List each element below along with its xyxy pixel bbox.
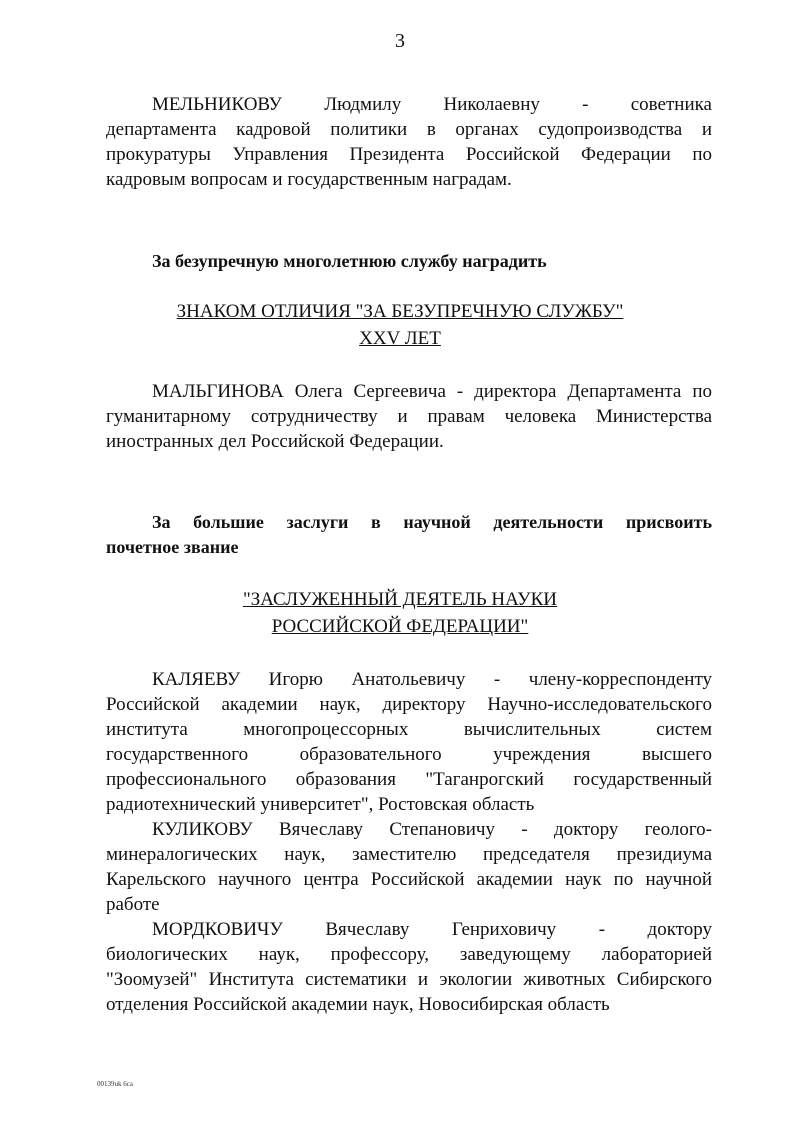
text-line: отделения Российской академии наук, Новосибирская область	[106, 994, 610, 1015]
text-line: работе	[106, 894, 160, 915]
paragraph-nominees-science	[106, 667, 712, 1017]
text-line: государственного образовательного учреждения высшего	[106, 744, 712, 765]
award-title-line: РОССИЙСКОЙ ФЕДЕРАЦИИ"	[271, 616, 529, 637]
paragraph-malginov	[106, 379, 712, 454]
paragraph-melnikova	[106, 92, 712, 192]
award-title-line: ЗНАКОМ ОТЛИЧИЯ "ЗА БЕЗУПРЕЧНУЮ СЛУЖБУ"	[176, 301, 624, 322]
text-line: МАЛЬГИНОВА Олега Сергеевича - директора Департамента по	[152, 381, 712, 402]
section-heading-service: За безупречную многолетнюю службу наградить	[152, 251, 547, 271]
text-line: КАЛЯЕВУ Игорю Анатольевичу - члену-корреспонденту	[152, 669, 712, 690]
award-title-line: XXV ЛЕТ	[359, 328, 441, 349]
text-line: "Зоомузей" Института систематики и экологии животных Сибирского	[106, 969, 712, 990]
heading-line: За большие заслуги в научной деятельности присвоить	[152, 512, 712, 532]
text-line: КУЛИКОВУ Вячеславу Степановичу - доктору геолого-	[152, 819, 712, 840]
text-line: Карельского научного центра Российской академии наук по научной	[106, 869, 712, 890]
text-line: кадровым вопросам и государственным наградам.	[106, 169, 512, 190]
section-heading-science	[106, 510, 712, 560]
text-line: МЕЛЬНИКОВУ Людмилу Николаевну - советника	[152, 94, 712, 115]
text-line: гуманитарному сотрудничеству и правам человека Министерства	[106, 406, 712, 427]
text-line: минералогических наук, заместителю председателя президиума	[106, 844, 712, 865]
text-line: профессионального образования "Таганрогский государственный	[106, 769, 712, 790]
heading-line: почетное звание	[106, 537, 239, 557]
text-line: департамента кадровой политики в органах судопроизводства и	[106, 119, 712, 140]
award-title-line: "ЗАСЛУЖЕННЫЙ ДЕЯТЕЛЬ НАУКИ	[242, 589, 558, 610]
footer-code: 00139uk 6ca	[97, 1080, 133, 1088]
page-number: 3	[395, 30, 405, 52]
text-line: прокуратуры Управления Президента Российской Федерации по	[106, 144, 712, 165]
text-line: института многопроцессорных вычислительных систем	[106, 719, 712, 740]
award-title-impeccable-service	[0, 298, 800, 352]
text-line: Российской академии наук, директору Научно-исследовательского	[106, 694, 712, 715]
text-line: иностранных дел Российской Федерации.	[106, 431, 444, 452]
text-line: радиотехнический университет", Ростовская область	[106, 794, 535, 815]
award-title-honored-scientist	[0, 586, 800, 640]
text-line: МОРДКОВИЧУ Вячеславу Генриховичу - доктору	[152, 919, 712, 940]
text-line: биологических наук, профессору, заведующему лабораторией	[106, 944, 712, 965]
